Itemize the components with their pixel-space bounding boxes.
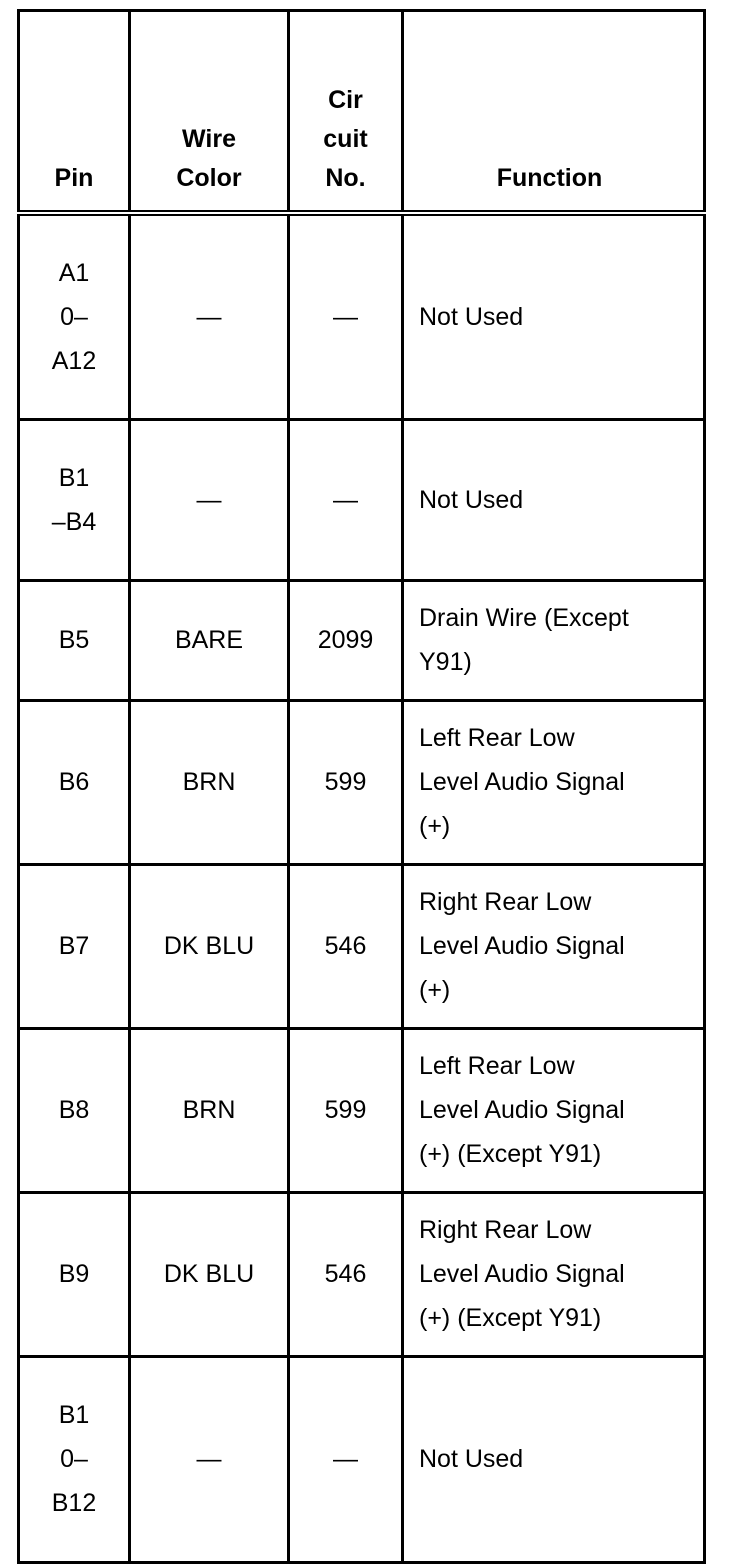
function-value: Left Rear Low Level Audio Signal (+) (419, 724, 625, 840)
cell-wire-color (130, 419, 289, 580)
cell-pin (19, 580, 130, 700)
function-value: Not Used (419, 302, 524, 331)
cell-wire-color (130, 864, 289, 1028)
circuit-no-value: 599 (324, 768, 367, 796)
cell-function (403, 1356, 705, 1562)
pin-value: B1 –B4 (51, 463, 97, 536)
cell-wire-color (130, 700, 289, 864)
pin-value: B6 (58, 768, 90, 796)
table-row (19, 213, 705, 419)
function-value: Drain Wire (Except Y91) (419, 604, 629, 676)
circuit-no-value: 599 (324, 1096, 367, 1124)
cell-function (403, 1028, 705, 1192)
wire-color-value: BRN (182, 1096, 236, 1124)
table-body (19, 213, 705, 1562)
function-value: Not Used (419, 1445, 524, 1473)
pin-value: A1 0– A12 (51, 258, 97, 375)
cell-function (403, 213, 705, 419)
pin-value: B1 0– B12 (51, 1401, 97, 1517)
table-header (19, 11, 705, 214)
table-row (19, 864, 705, 1028)
cell-function (403, 1192, 705, 1356)
header-pin-label: Pin (54, 164, 94, 192)
pin-value: B9 (58, 1260, 90, 1288)
cell-circuit-no (289, 700, 403, 864)
header-row (19, 11, 705, 214)
cell-function (403, 419, 705, 580)
function-value: Left Rear Low Level Audio Signal (+) (Except Y91) (419, 1052, 625, 1168)
header-wire-color-label: Wire Color (176, 125, 242, 192)
wire-color-value: BARE (174, 626, 244, 654)
pin-value: B8 (58, 1096, 90, 1124)
circuit-no-value: 2099 (317, 626, 374, 654)
table-row (19, 1356, 705, 1562)
cell-pin (19, 1192, 130, 1356)
header-pin (19, 11, 130, 214)
circuit-no-value: 546 (324, 1260, 367, 1288)
cell-pin (19, 700, 130, 864)
cell-circuit-no (289, 1192, 403, 1356)
header-function-label: Function (496, 164, 603, 192)
cell-pin (19, 1028, 130, 1192)
table-row (19, 700, 705, 864)
header-circuit-no-label: Cir cuit No. (323, 86, 368, 192)
wire-color-value: DK BLU (163, 932, 255, 960)
table-row (19, 1028, 705, 1192)
cell-circuit-no (289, 419, 403, 580)
cell-circuit-no (289, 1028, 403, 1192)
cell-circuit-no (289, 213, 403, 419)
pin-value: B7 (58, 932, 90, 960)
function-value: Right Rear Low Level Audio Signal (+) (419, 888, 625, 1004)
function-value: Right Rear Low Level Audio Signal (+) (Except Y91) (419, 1216, 625, 1332)
wire-color-value: — (196, 302, 222, 331)
table-row (19, 419, 705, 580)
cell-pin (19, 419, 130, 580)
wire-color-value: — (196, 1445, 222, 1473)
cell-wire-color (130, 213, 289, 419)
table-row (19, 580, 705, 700)
circuit-no-value: — (333, 485, 358, 514)
cell-wire-color (130, 1028, 289, 1192)
header-wire-color (130, 11, 289, 214)
cell-function (403, 864, 705, 1028)
cell-circuit-no (289, 1356, 403, 1562)
cell-wire-color (130, 580, 289, 700)
connector-pinout-table (17, 9, 706, 1564)
circuit-no-value: — (333, 1445, 358, 1473)
pin-value: B5 (58, 626, 90, 654)
circuit-no-value: — (333, 302, 358, 331)
cell-circuit-no (289, 864, 403, 1028)
header-function (403, 11, 705, 214)
function-value: Not Used (419, 485, 524, 514)
cell-function (403, 580, 705, 700)
cell-pin (19, 864, 130, 1028)
cell-function (403, 700, 705, 864)
wire-color-value: — (196, 485, 222, 514)
table-row (19, 1192, 705, 1356)
cell-pin (19, 213, 130, 419)
cell-wire-color (130, 1192, 289, 1356)
cell-circuit-no (289, 580, 403, 700)
wire-color-value: BRN (182, 768, 236, 796)
cell-pin (19, 1356, 130, 1562)
wire-color-value: DK BLU (163, 1260, 255, 1288)
header-circuit-no (289, 11, 403, 214)
cell-wire-color (130, 1356, 289, 1562)
circuit-no-value: 546 (324, 932, 367, 960)
